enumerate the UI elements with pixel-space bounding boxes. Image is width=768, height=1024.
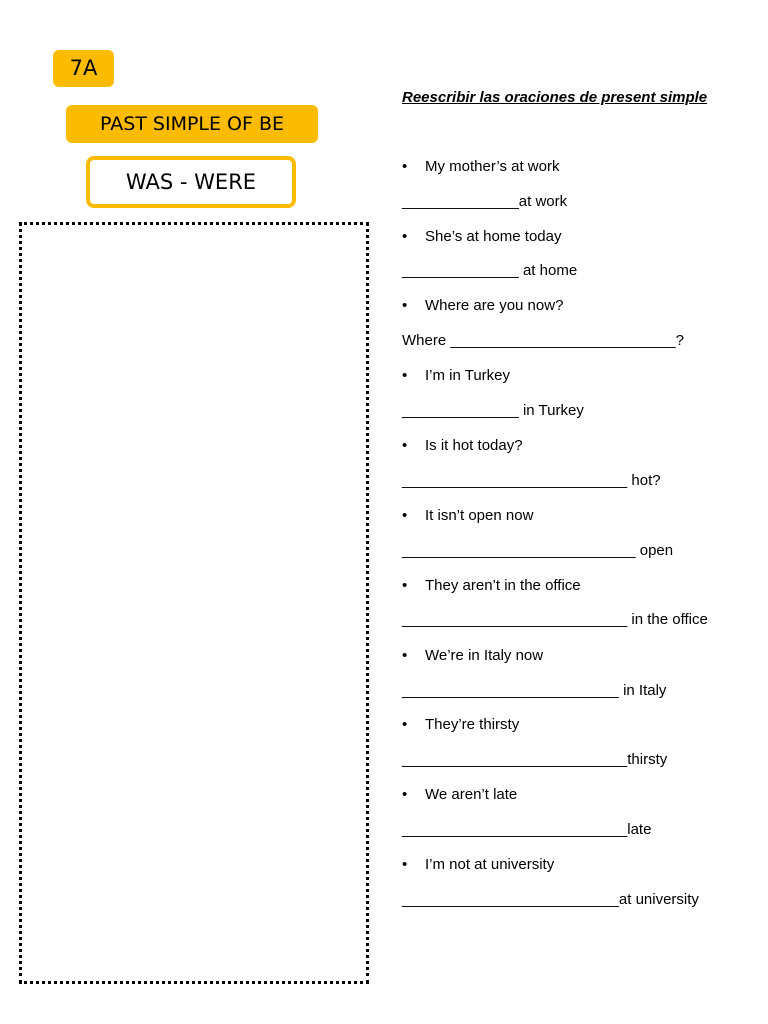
bullet-icon: •: [402, 647, 408, 664]
exercise-sentence: [402, 577, 581, 595]
bullet-icon: •: [402, 507, 408, 524]
exercise-answer-line: __________________________ in Italy: [402, 682, 667, 699]
sentence-text: We aren’t late: [425, 786, 518, 803]
exercise-answer-line: __________________________at university: [402, 891, 699, 908]
exercise-sentence: [402, 647, 543, 665]
sentence-text: It isn’t open now: [425, 507, 534, 524]
exercise-sentence: [402, 367, 510, 385]
bullet-icon: •: [402, 577, 408, 594]
sentence-text: We’re in Italy now: [425, 647, 544, 664]
exercise-answer-line: ___________________________thirsty: [402, 751, 668, 768]
exercise-sentence: [402, 507, 533, 525]
bullet-icon: •: [402, 786, 408, 803]
sentence-text: They’re thirsty: [425, 716, 520, 733]
exercise-answer-line: ______________ in Turkey: [402, 402, 584, 419]
bullet-icon: •: [402, 367, 408, 384]
worksheet-title: PAST SIMPLE OF BE: [66, 105, 318, 143]
exercise-sentence: [402, 786, 517, 804]
dotted-notes-box: [19, 222, 369, 984]
exercise-answer-line: ____________________________ open: [402, 542, 674, 559]
bullet-icon: •: [402, 297, 408, 314]
exercise-sentence: [402, 297, 563, 315]
bullet-icon: •: [402, 856, 408, 873]
exercise-answer-line: ___________________________ hot?: [402, 472, 661, 489]
bullet-icon: •: [402, 437, 408, 454]
exercise-sentence: [402, 158, 559, 176]
sentence-text: They aren’t in the office: [425, 577, 581, 594]
sentence-text: I’m not at university: [425, 856, 555, 873]
exercise-sentence: [402, 437, 523, 455]
bullet-icon: •: [402, 228, 408, 245]
bullet-icon: •: [402, 158, 408, 175]
sentence-text: I’m in Turkey: [425, 367, 511, 384]
exercise-answer-line: Where ___________________________?: [402, 332, 684, 349]
exercise-sentence: [402, 856, 554, 874]
sentence-text: My mother’s at work: [425, 158, 560, 175]
exercise-sentence: [402, 228, 561, 246]
sentence-text: Where are you now?: [425, 297, 564, 314]
sentence-text: Is it hot today?: [425, 437, 523, 454]
instruction-heading: Reescribir las oraciones de present simple: [402, 89, 708, 106]
unit-badge: 7A: [53, 50, 114, 87]
bullet-icon: •: [402, 716, 408, 733]
exercise-answer-line: ______________at work: [402, 193, 568, 210]
exercise-answer-line: ___________________________late: [402, 821, 652, 838]
sentence-text: She’s at home today: [425, 228, 562, 245]
exercise-sentence: [402, 716, 519, 734]
exercise-answer-line: ___________________________ in the office: [402, 611, 708, 628]
worksheet-subtitle: WAS - WERE: [86, 156, 296, 208]
exercise-answer-line: ______________ at home: [402, 262, 578, 279]
